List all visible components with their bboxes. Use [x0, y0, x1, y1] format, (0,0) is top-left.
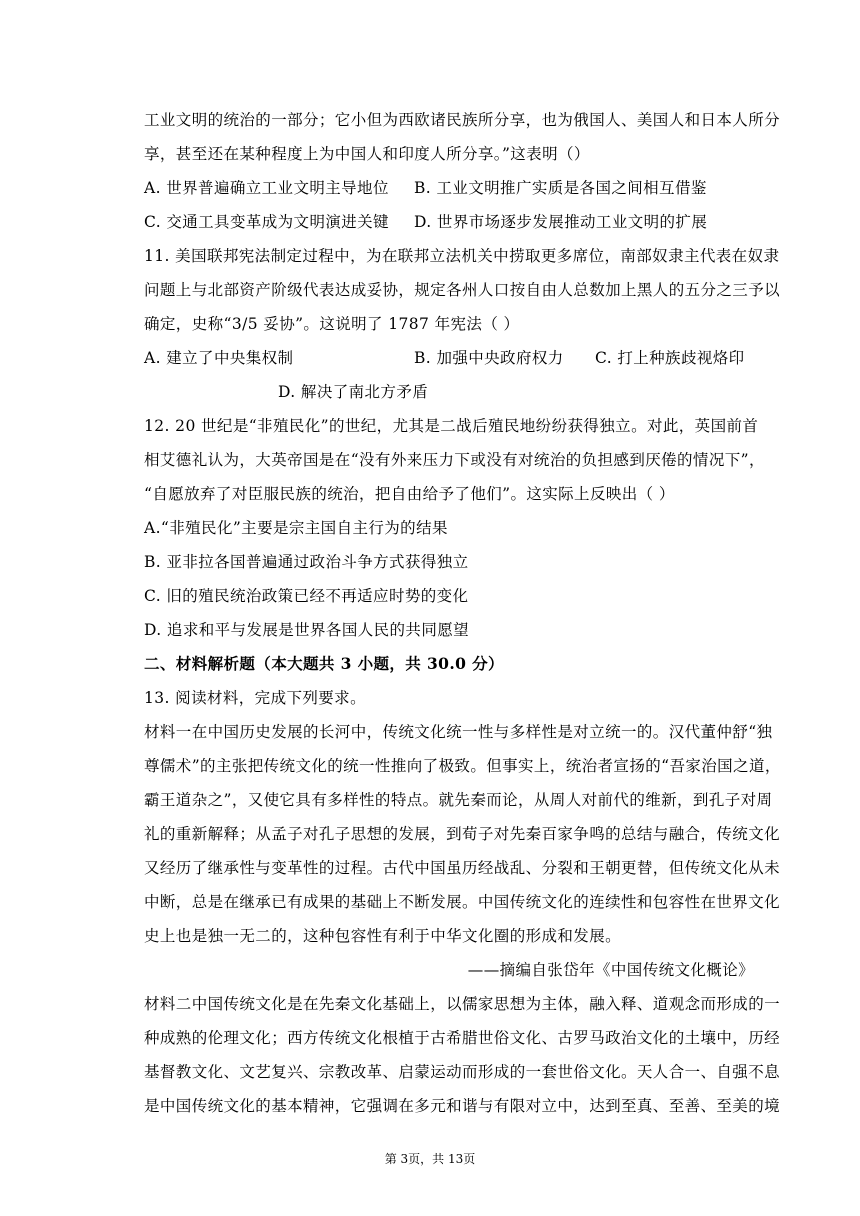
material-2-line: 材料二中国传统文化是在先秦文化基础上，以儒家思想为主体，融入释、道观念而形成的一: [144, 995, 781, 1013]
q11-option-c[interactable]: C. 打上种族歧视烙印: [595, 349, 745, 367]
q12-option-c[interactable]: C. 旧的殖民统治政策已经不再适应时势的变化: [144, 587, 469, 605]
q12-option-b[interactable]: B. 亚非拉各国普遍通过政治斗争方式获得独立: [144, 553, 469, 571]
material-1-line: 又经历了继承性与变革性的过程。古代中国虽历经战乱、分裂和王朝更替，但传统文化从未: [144, 859, 781, 877]
q11-stem-line-2: 问题上与北部资产阶级代表达成妥协，规定各州人口按自由人总数加上黑人的五分之三予以: [144, 281, 781, 299]
q11-stem-line-1: 11. 美国联邦宪法制定过程中，为在联邦立法机关中捞取更多席位，南部奴隶主代表在奴隶: [144, 247, 780, 265]
material-1-line: 中断，总是在继承已有成果的基础上不断发展。中国传统文化的连续性和包容性在世界文化: [144, 893, 781, 911]
q12-stem-line-2: 相艾德礼认为，大英帝国是在“没有外来压力下或没有对统治的负担感到厌倦的情况下”，: [144, 451, 765, 469]
material-1-line: 礼的重新解释；从孟子对孔子思想的发展，到荀子对先秦百家争鸣的总结与融合，传统文化: [144, 825, 781, 843]
q12-option-d[interactable]: D. 追求和平与发展是世界各国人民的共同愿望: [144, 621, 470, 639]
material-1-line: 材料一在中国历史发展的长河中，传统文化统一性与多样性是对立统一的。汉代董仲舒“独: [144, 723, 773, 741]
q11-option-b[interactable]: B. 加强中央政府权力: [414, 349, 564, 367]
material-2-line: 是中国传统文化的基本精神，它强调在多元和谐与有限对立中，达到至真、至善、至美的境: [144, 1097, 781, 1115]
q11-option-a[interactable]: A. 建立了中央集权制: [144, 349, 294, 367]
section-heading: 二、材料解析题（本大题共 3 小题，共 30.0 分）: [144, 654, 504, 673]
material-2-line: 种成熟的伦理文化；西方传统文化根植于古希腊世俗文化、古罗马政治文化的土壤中，历经: [144, 1029, 781, 1047]
q12-stem-line-3: “自愿放弃了对臣服民族的统治，把自由给予了他们”。这实际上反映出（ ）: [144, 485, 675, 503]
material-2-line: 基督教文化、文艺复兴、宗教改革、启蒙运动而形成的一套世俗文化。天人合一、自强不息: [144, 1063, 781, 1081]
q11-stem-line-3: 确定，史称“3/5 妥协”。这说明了 1787 年宪法（ ）: [144, 315, 520, 333]
q10-option-a[interactable]: A. 世界普遍确立工业文明主导地位: [144, 179, 389, 197]
page-footer: 第 3页，共 13页: [384, 1152, 476, 1166]
material-1-line: 霸王道杂之”，又使它具有多样性的特点。就先秦而论，从周人对前代的维新，到孔子对周: [144, 791, 773, 809]
q10-option-d[interactable]: D. 世界市场逐步发展推动工业文明的扩展: [414, 213, 708, 231]
q10-stem-line-1: 工业文明的统治的一部分；它小但为西欧诸民族所分享，也为俄国人、美国人和日本人所分: [144, 111, 781, 129]
q10-stem-line-2: 享，甚至还在某种程度上为中国人和印度人所分享。”这表明（）: [144, 145, 590, 163]
q13-stem: 13. 阅读材料，完成下列要求。: [144, 689, 366, 707]
q11-option-d[interactable]: D. 解决了南北方矛盾: [278, 383, 429, 401]
q10-option-b[interactable]: B. 工业文明推广实质是各国之间相互借鉴: [414, 179, 707, 197]
material-1-line: 史上也是独一无二的，这种包容性有利于中华文化圈的形成和发展。: [144, 927, 622, 945]
material-1-source: ——摘编自张岱年《中国传统文化概论》: [467, 961, 754, 979]
q10-option-c[interactable]: C. 交通工具变革成为文明演进关键: [144, 213, 389, 231]
material-1-line: 尊儒术”的主张把传统文化的统一性推向了极致。但事实上，统治者宣扬的“吾家治国之道，: [144, 757, 781, 775]
q12-option-a[interactable]: A.“非殖民化”主要是宗主国自主行为的结果: [144, 519, 448, 537]
q12-stem-line-1: 12. 20 世纪是“非殖民化”的世纪，尤其是二战后殖民地纷纷获得独立。对此，英国前首: [144, 417, 759, 435]
